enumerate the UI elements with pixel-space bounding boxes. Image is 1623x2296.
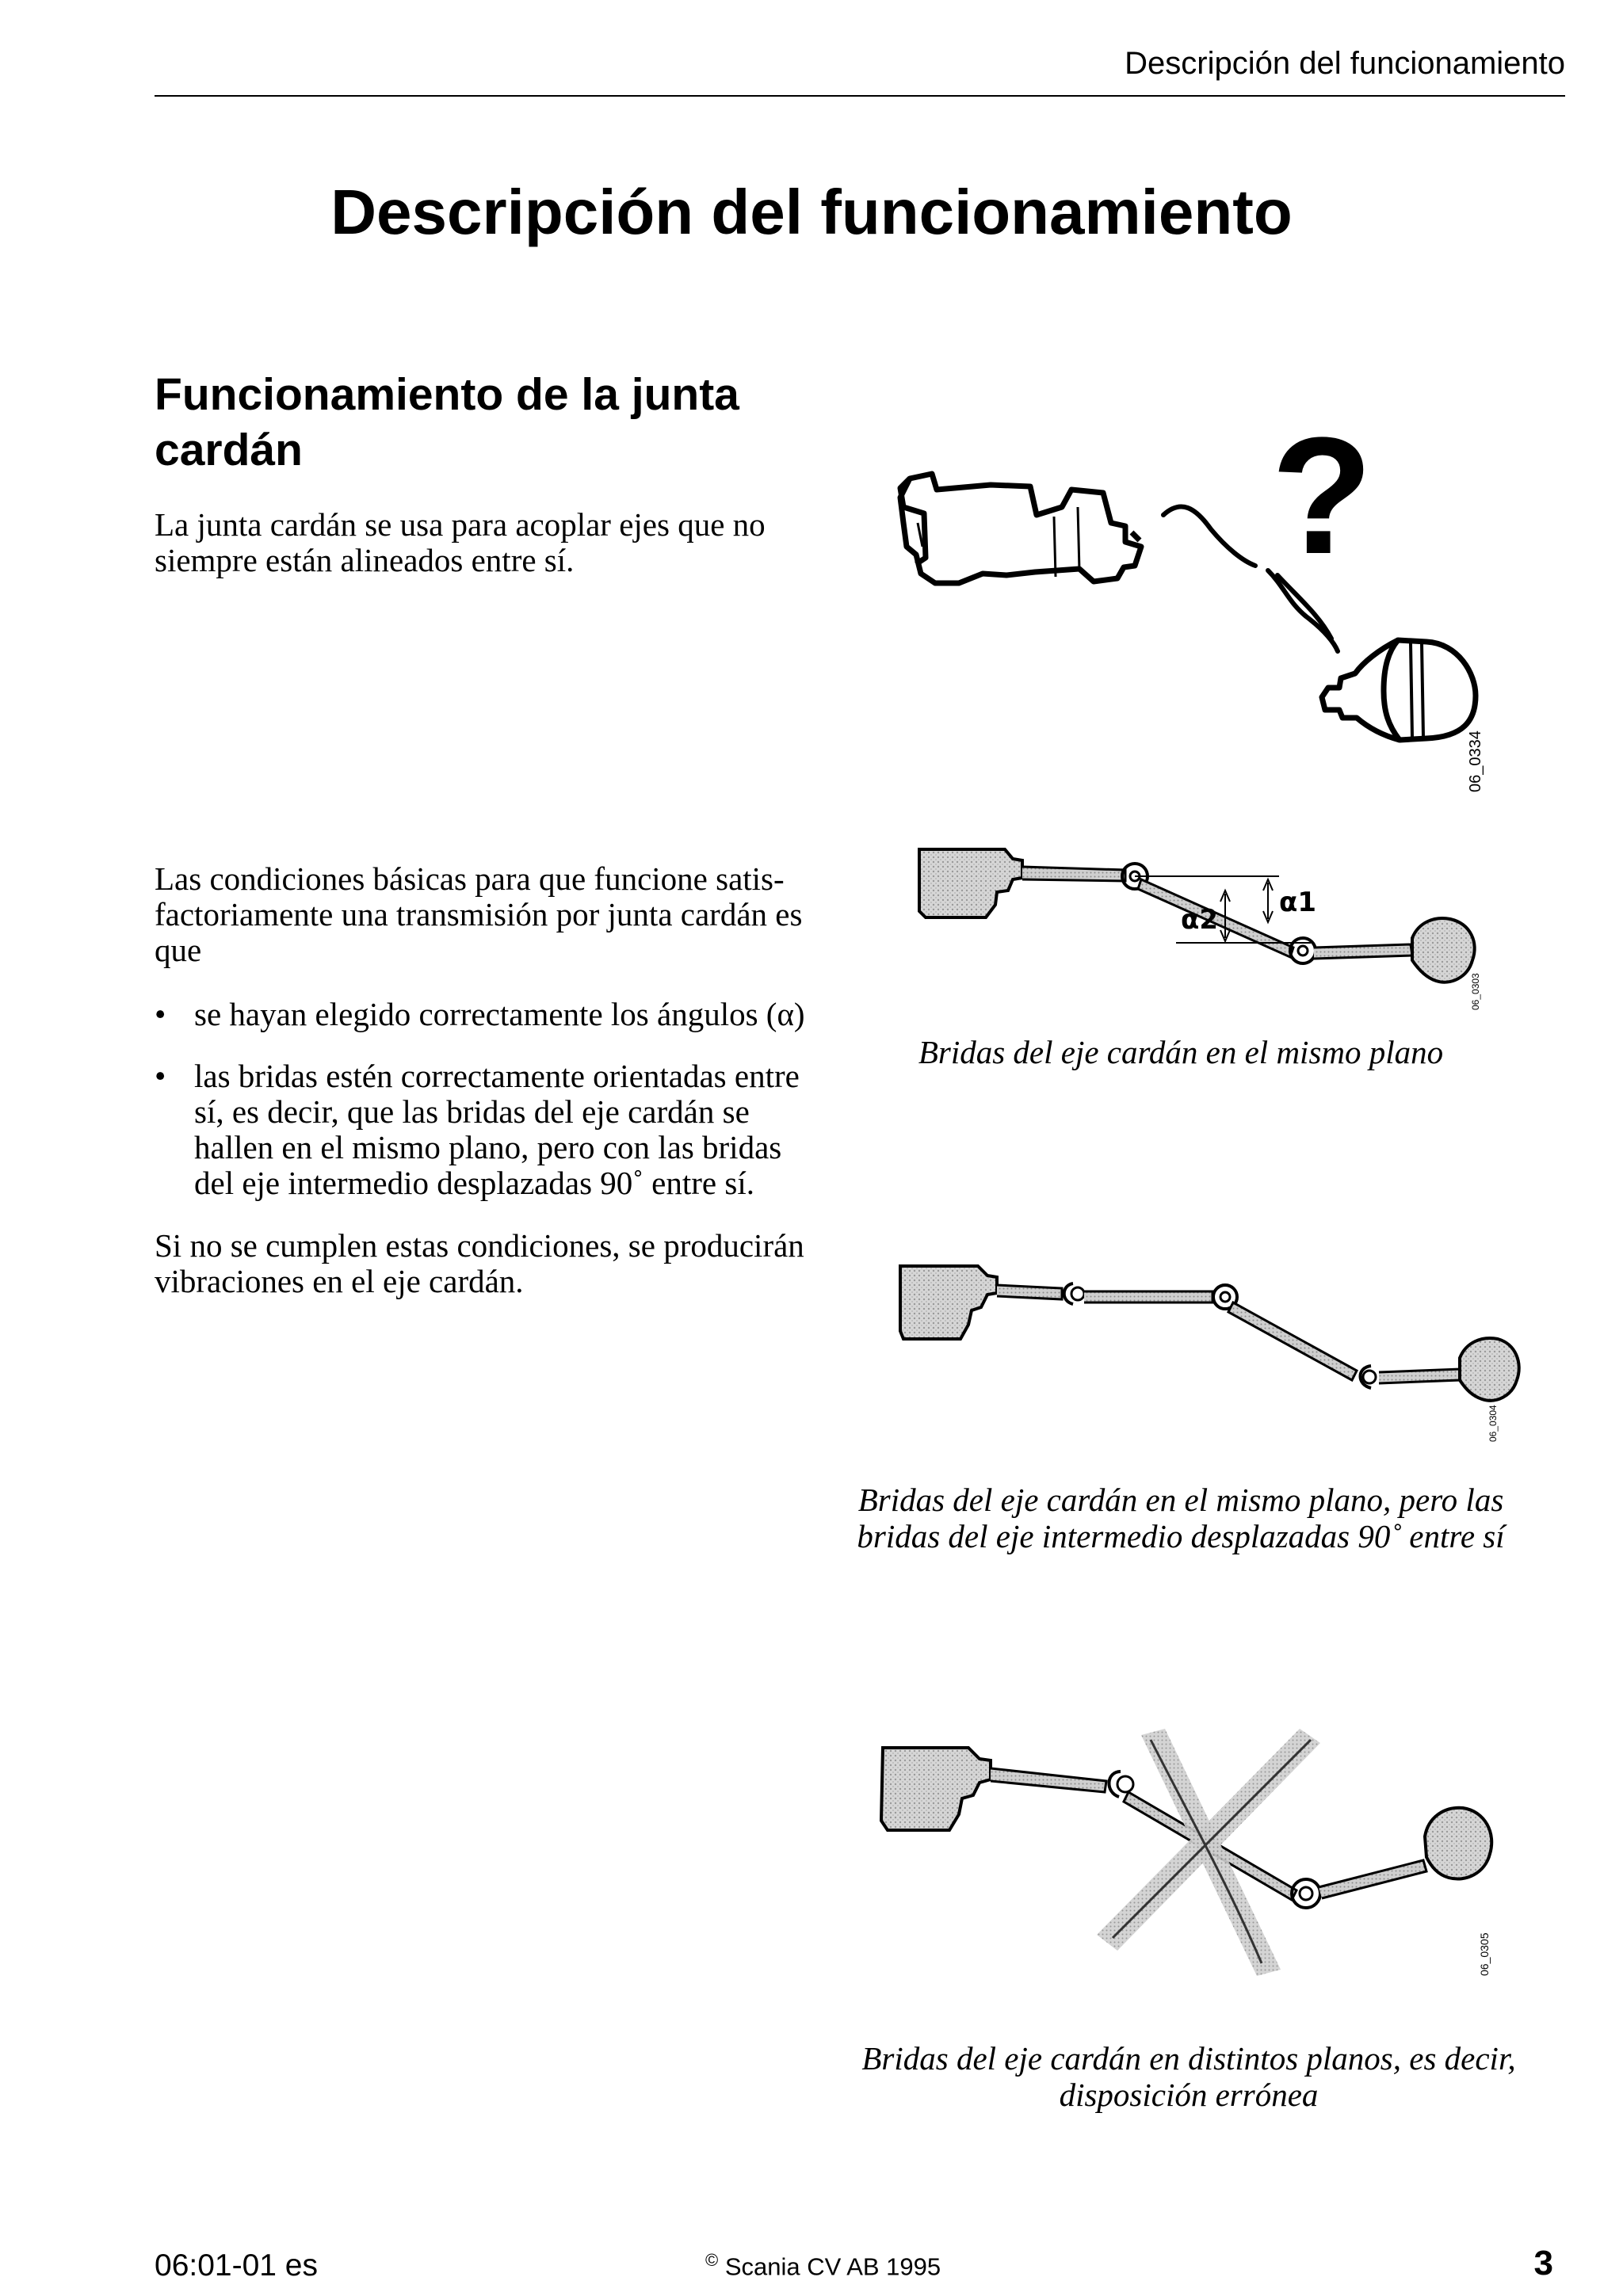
figure-caption: Bridas del eje cardán en distintos planos, es decir, disposición errónea: [861, 2040, 1516, 2113]
figure-id: 06_0303: [1470, 973, 1481, 1010]
bullet-dot: •: [155, 996, 166, 1032]
figure-id: 06_0304: [1487, 1405, 1499, 1442]
figure-wrong-arrangement: [881, 1729, 1491, 1976]
output-shaft: [997, 1285, 1062, 1299]
flange: [1109, 1772, 1121, 1797]
bullet-text: se hayan elegido correctamente los ángulos (α): [194, 996, 805, 1032]
copyright-text: Scania CV AB 1995: [724, 2252, 941, 2281]
figure-offset-90: [900, 1266, 1519, 1442]
page-title: Descripción del funcionamiento: [330, 177, 1293, 247]
intermediate-shaft: [1084, 1291, 1212, 1302]
alpha1-label: α1: [1279, 887, 1317, 918]
section-title: Funcionamiento de la junta cardán: [155, 369, 739, 475]
conclusion-paragraph: Si no se cumplen estas condiciones, se producirán vibraciones en el eje cardán.: [155, 1227, 804, 1299]
bullet-text: las bridas estén correctamente orientadas entre sí, es decir, que las bridas del eje cardán se hallen en el mismo plano, pero con las bridas del eje intermedio desplazadas 90˚ entre sí.: [194, 1058, 800, 1201]
copyright-symbol: ©: [705, 2250, 719, 2270]
figure-caption: Bridas del eje cardán en el mismo plano: [918, 1034, 1444, 1070]
intro-paragraph: La junta cardán se usa para acoplar ejes que no siempre están alineados entre sí.: [155, 506, 766, 578]
figure-gearbox-axle: [900, 402, 1484, 792]
bullet-dot: •: [155, 1058, 166, 1094]
copyright: [705, 2250, 941, 2281]
differential: [1460, 1338, 1519, 1401]
document-code: 06:01-01 es: [155, 2248, 318, 2283]
output-shaft: [1022, 867, 1125, 881]
gearbox-illustration: [900, 474, 1141, 583]
question-mark: ?: [1271, 402, 1373, 589]
differential: [1425, 1808, 1491, 1879]
engine-block: [919, 849, 1022, 917]
pinion-shaft: [1379, 1369, 1460, 1383]
figure-id: 06_0305: [1478, 1932, 1491, 1976]
cardan-shaft: [1228, 1302, 1357, 1380]
engine-block: [900, 1266, 997, 1339]
alpha2-label: α2: [1181, 904, 1219, 936]
page-number: 3: [1533, 2244, 1553, 2283]
axle-illustration: [1322, 640, 1476, 740]
output-shaft: [991, 1768, 1106, 1792]
pinion-shaft: [1319, 1860, 1426, 1898]
universal-joint: [1290, 938, 1316, 963]
cross-out-mark: [1097, 1729, 1320, 1976]
running-header: Descripción del funcionamiento: [1125, 46, 1565, 81]
differential: [1412, 918, 1475, 982]
figure-id: 06_0334: [1467, 730, 1484, 792]
figure-caption: Bridas del eje cardán en el mismo plano, pero las bridas del eje intermedio desplazadas 90˚ entre sí: [857, 1482, 1505, 1554]
engine-block: [881, 1748, 991, 1830]
conditions-paragraph: Las condiciones básicas para que funcione satisfactoriamente una transmisión por junta cardán es que: [155, 860, 803, 968]
figure-same-plane: [919, 849, 1481, 1010]
pinion-shaft: [1314, 944, 1412, 959]
